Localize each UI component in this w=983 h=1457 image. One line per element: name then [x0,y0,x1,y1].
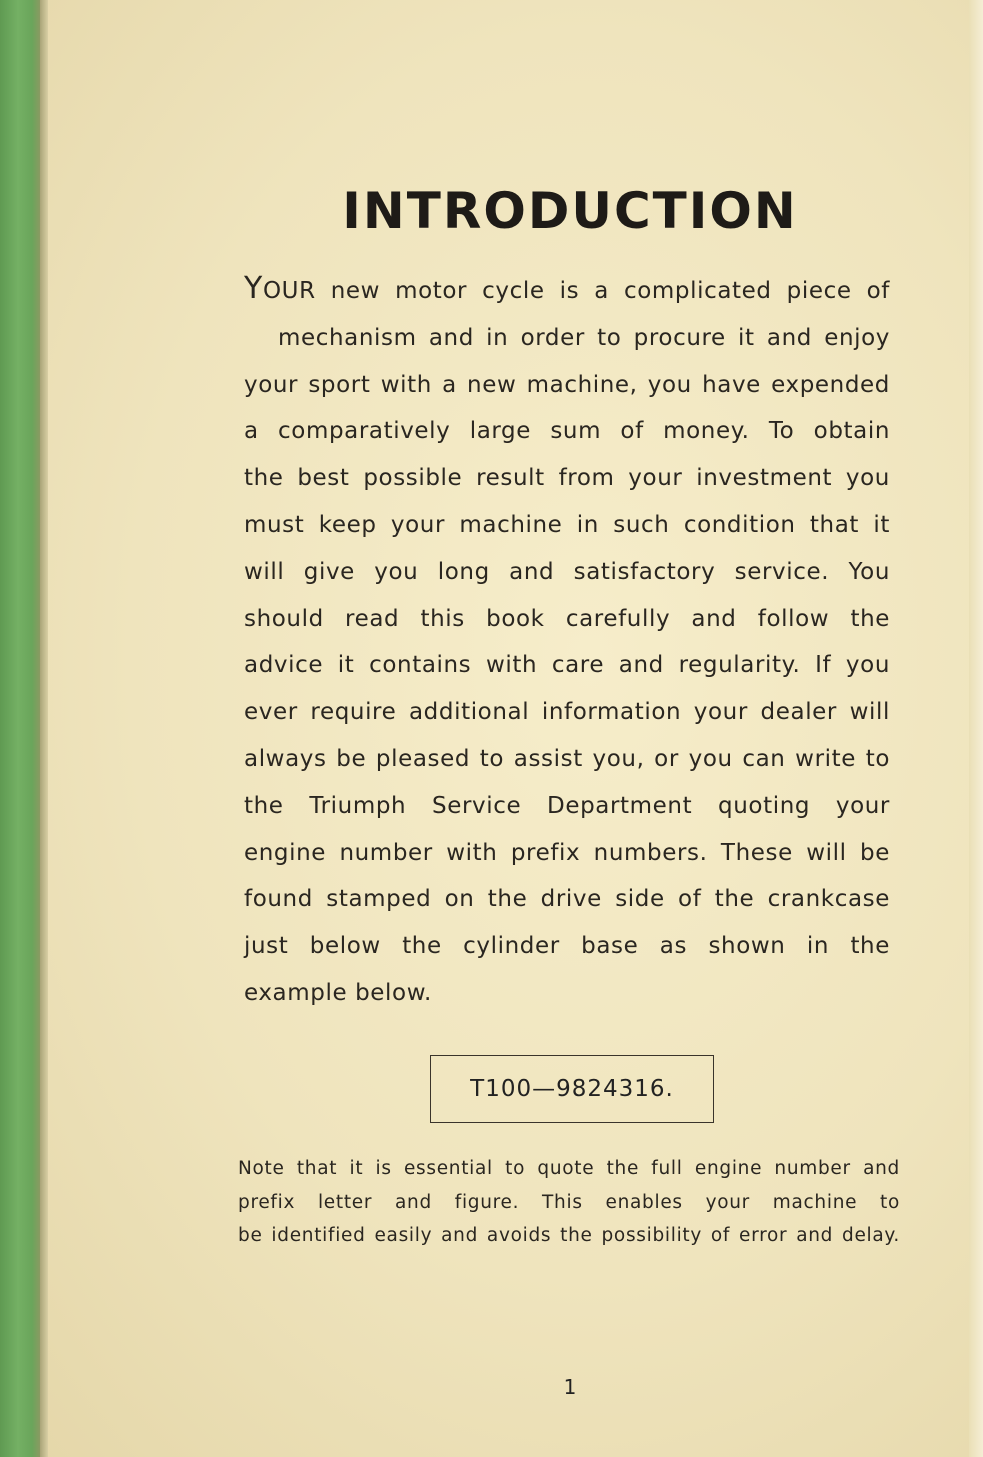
paragraph-line: engine number with prefix numbers. These will be [244,839,890,866]
paragraph-line: will give you long and satisfactory service. You [244,558,890,585]
engine-number-example-box [430,1055,714,1123]
paragraph-line: the Triumph Service Department quoting your [244,792,890,819]
page-edge [969,0,983,1457]
note-line: Note that it is essential to quote the full engine number and [238,1158,900,1179]
paragraph-line: the best possible result from your investment you [244,465,890,492]
drop-cap: Y [244,271,263,306]
introduction-paragraph [244,266,890,1017]
page-gutter [40,0,48,1457]
paragraph-line: mechanism and in order to procure it and enjoy [278,324,890,351]
note-paragraph [238,1152,900,1253]
paragraph-line: advice it contains with care and regularity. If you [244,652,890,679]
paragraph-line: a comparatively large sum of money. To obtain [244,418,890,445]
paragraph-line: must keep your machine in such condition that it [244,511,890,538]
page-title: INTRODUCTION [342,182,798,240]
page-number: 1 [563,1375,577,1399]
paragraph-line: found stamped on the drive side of the crankcase [244,886,890,913]
paragraph-line: always be pleased to assist you, or you can write to [244,745,890,772]
note-line: be identified easily and avoids the possibility of error and delay. [238,1225,900,1246]
paragraph-line: your sport with a new machine, you have expended [244,371,890,398]
paragraph-line: should read this book carefully and follow the [244,605,890,632]
paragraph-line: example below. [244,979,432,1006]
book-spine-cover [0,0,40,1457]
engine-number-example: T100—9824316. [470,1076,674,1102]
paragraph-line: ever require additional information your dealer will [244,699,890,726]
paragraph-line: YOUR new motor cycle is a complicated piece of [244,271,890,306]
paragraph-line: just below the cylinder base as shown in the [244,933,890,960]
note-line: prefix letter and figure. This enables your machine to [238,1191,900,1213]
